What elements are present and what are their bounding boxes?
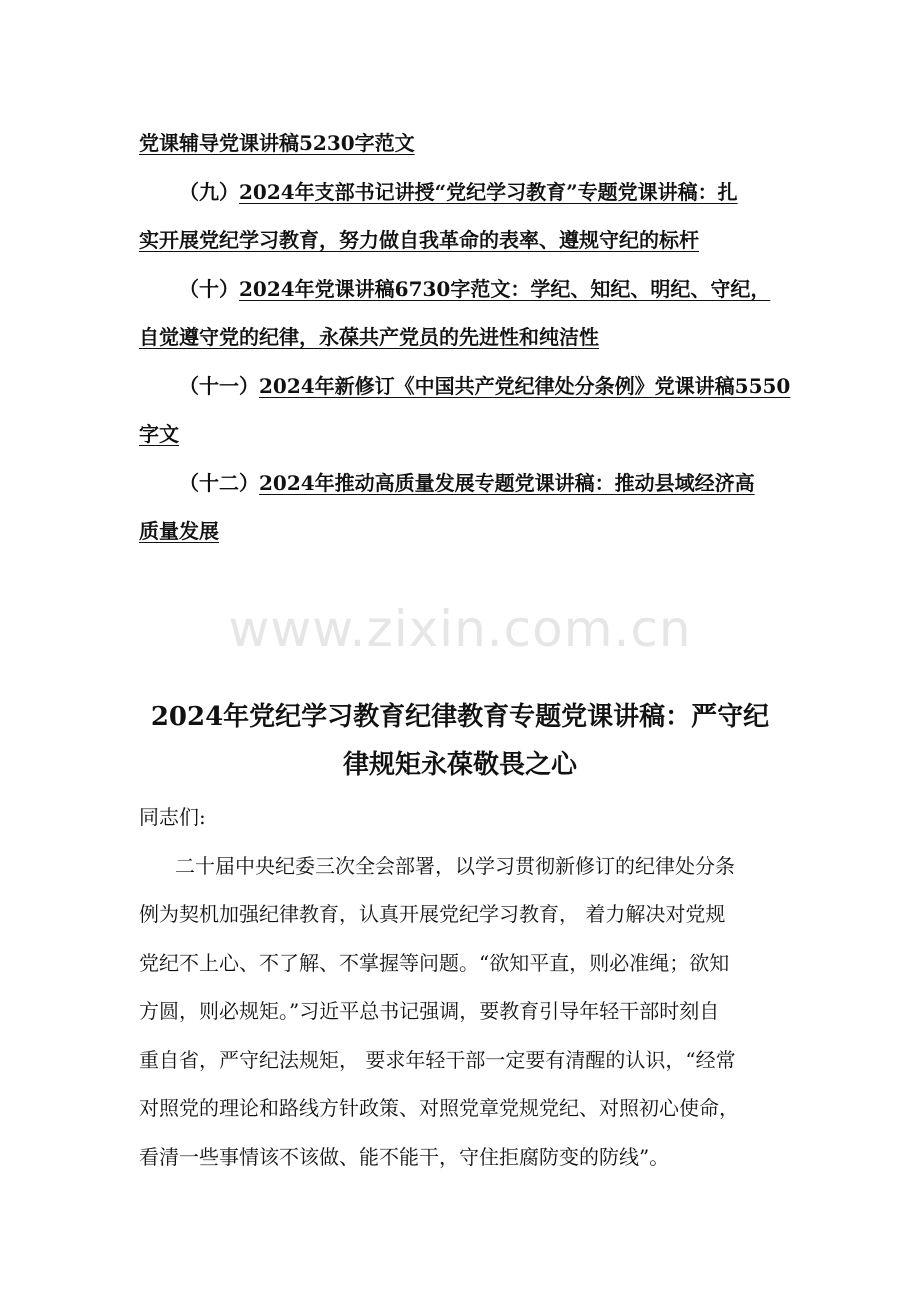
- paragraph-line: 看清一些事情该不该做、能不能干，守住拒腐防变的防线”。: [139, 1144, 670, 1169]
- toc-item-12-number: （十二）: [179, 470, 259, 495]
- toc-item-9: [139, 168, 809, 217]
- table-of-contents: [139, 119, 809, 556]
- paragraph-line: 例为契机加强纪律教育，认真开展党纪学习教育， 着力解决对党规: [139, 902, 726, 926]
- document-title: [130, 693, 790, 789]
- paragraph-line: 党纪不上心、不了解、不掌握等问题。“欲知平直，则必准绳；欲知: [139, 950, 730, 975]
- paragraph-line: 方圆，则必规矩。”习近平总书记强调，要教育引导年轻干部时刻自: [139, 999, 720, 1023]
- toc-link-8[interactable]: 党课辅导党课讲稿5230字范文: [139, 131, 415, 155]
- toc-item-11-continued: [139, 410, 809, 459]
- toc-link-9-line2[interactable]: 实开展党纪学习教育，努力做自我革命的表率、遵规守纪的标杆: [139, 228, 699, 252]
- paragraph-line: 二十届中央纪委三次全会部署，以学习贯彻新修订的纪律处分条: [175, 853, 735, 878]
- document-body: [139, 793, 799, 1181]
- toc-item-12-continued: [139, 507, 809, 556]
- toc-link-12-line1[interactable]: 2024年推动高质量发展专题党课讲稿：推动县域经济高: [259, 470, 755, 495]
- toc-item-9-number: （九）: [179, 179, 239, 204]
- toc-item-11: [139, 362, 809, 411]
- toc-item-10-continued: [139, 313, 809, 362]
- toc-item-11-number: （十一）: [179, 373, 259, 398]
- watermark: www.zixin.com.cn: [228, 600, 692, 658]
- toc-link-9-line1[interactable]: 2024年支部书记讲授“党纪学习教育”专题党课讲稿：扎: [239, 179, 738, 204]
- toc-item-8-tail: [139, 119, 809, 168]
- toc-item-10: [139, 265, 809, 314]
- toc-link-11-line1[interactable]: 2024年新修订《中国共产党纪律处分条例》党课讲稿5550: [259, 373, 791, 398]
- toc-link-12-line2[interactable]: 质量发展: [139, 519, 219, 543]
- toc-link-10-line1[interactable]: 2024年党课讲稿6730字范文：学纪、知纪、明纪、守纪，: [239, 276, 771, 301]
- toc-link-11-line2[interactable]: 字文: [139, 422, 179, 446]
- document-title-line-1: 2024年党纪学习教育纪律教育专题党课讲稿：严守纪: [150, 702, 770, 732]
- paragraph-line: 重自省，严守纪法规矩， 要求年轻干部一定要有清醒的认识，“经常: [139, 1047, 736, 1072]
- salutation: 同志们:: [139, 805, 206, 829]
- toc-item-10-number: （十）: [179, 276, 239, 301]
- toc-item-12: [139, 459, 809, 508]
- document-title-line-2: 律规矩永葆敬畏之心: [342, 750, 577, 780]
- paragraph-line: 对照党的理论和路线方针政策、对照党章党规党纪、对照初心使命，: [139, 1096, 739, 1120]
- toc-item-9-continued: [139, 216, 809, 265]
- toc-link-10-line2[interactable]: 自觉遵守党的纪律，永葆共产党员的先进性和纯洁性: [139, 325, 599, 349]
